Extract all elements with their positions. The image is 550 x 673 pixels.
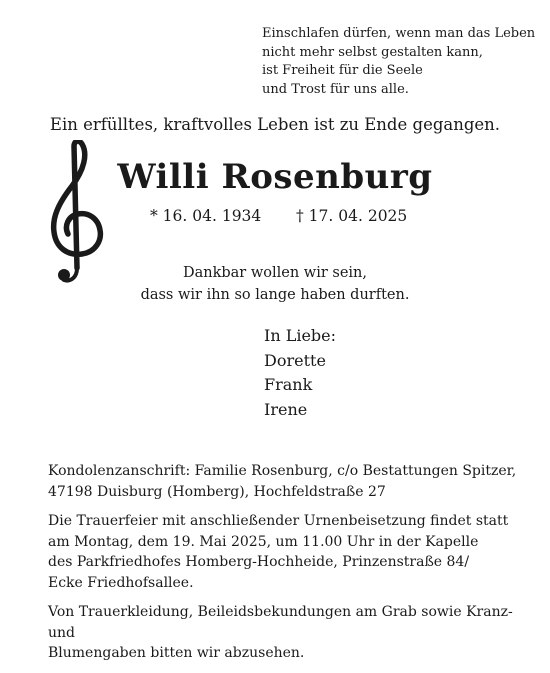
mourner-name: Irene <box>264 399 308 419</box>
info-section <box>48 452 528 673</box>
mourners <box>264 324 336 422</box>
gratitude-line: dass wir ihn so lange haben durften. <box>140 287 410 303</box>
deceased-name-text: Willi Rosenburg <box>117 157 433 197</box>
mourner-name: Dorette <box>264 350 326 370</box>
info-line: Kondolenzanschrift: Familie Rosenburg, c/o Bestattungen Spitzer, <box>48 463 517 479</box>
gratitude-line: Dankbar wollen wir sein, <box>182 265 367 281</box>
poem-line: Einschlafen dürfen, wenn man das Leben <box>262 26 536 41</box>
info-line: Die Trauerfeier mit anschließender Urnenbeisetzung findet statt <box>48 513 509 529</box>
mourner-name: Frank <box>264 375 313 394</box>
info-line: Ecke Friedhofsallee. <box>48 574 194 591</box>
poem-line: und Trost für uns alle. <box>262 81 409 97</box>
poem-line: nicht mehr selbst gestalten kann, <box>262 44 483 60</box>
deceased-name <box>0 157 550 197</box>
poem-line: ist Freiheit für die Seele <box>262 63 423 78</box>
info-line: Blumengaben bitten wir abzusehen. <box>48 645 305 661</box>
info-line: am Montag, dem 19. Mai 2025, um 11.00 Uhr in der Kapelle <box>48 533 479 550</box>
info-line: Von Trauerkleidung, Beileidsbekundungen am Grab sowie Kranz- und <box>48 604 513 641</box>
info-line: 47198 Duisburg (Homberg), Hochfeldstraße 27 <box>48 483 386 500</box>
mourners-intro: In Liebe: <box>264 326 337 345</box>
birth-date: * 16. 04. 1934 <box>150 207 262 225</box>
death-date: † 17. 04. 2025 <box>296 207 408 225</box>
gratitude-text <box>0 262 550 306</box>
poem <box>262 25 536 99</box>
headline: Ein erfülltes, kraftvolles Leben ist zu Ende gegangen. <box>49 115 501 134</box>
info-line: des Parkfriedhofes Homberg-Hochheide, Prinzenstraße 84/ <box>48 554 470 570</box>
